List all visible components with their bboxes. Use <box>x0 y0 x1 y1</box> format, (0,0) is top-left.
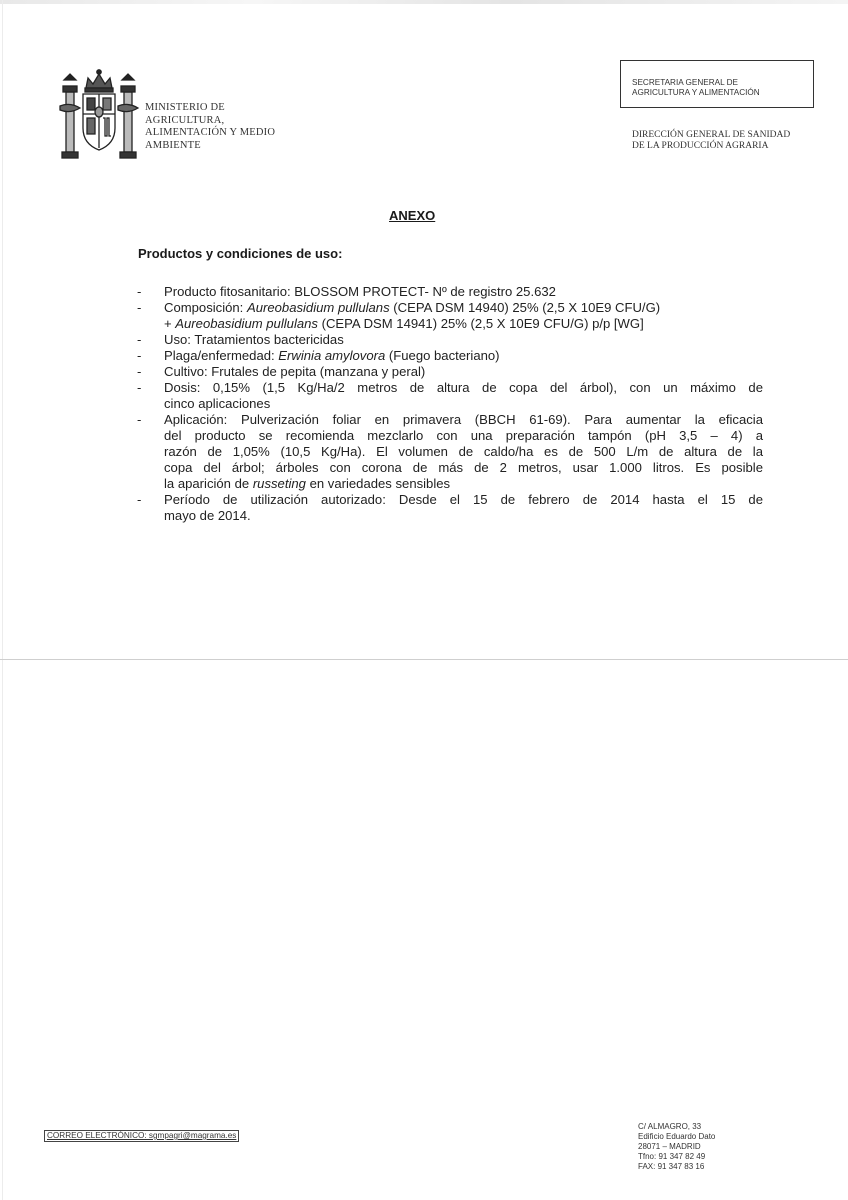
list-item <box>137 300 763 332</box>
item-text: cinco aplicaciones <box>164 396 271 411</box>
term-italic: russeting <box>252 476 306 491</box>
address-line: FAX: 91 347 83 16 <box>638 1162 705 1171</box>
item-text: Uso: Tratamientos bactericidas <box>164 332 344 347</box>
item-text: en variedades sensibles <box>305 476 451 491</box>
ministry-line: AGRICULTURA, <box>145 114 225 126</box>
item-text: la aparición de <box>164 476 253 491</box>
item-text: Composición: <box>164 300 247 315</box>
dash-bullet: - <box>137 492 142 507</box>
ministry-line: ALIMENTACIÓN Y MEDIO <box>145 127 276 138</box>
ministry-line: MINISTERIO DE <box>145 102 225 113</box>
list-item <box>137 412 763 492</box>
scan-artifact-top <box>0 0 848 4</box>
secretaria-line: SECRETARIA GENERAL DE <box>632 78 739 87</box>
item-text: Plaga/enfermedad: <box>164 348 279 363</box>
section-subtitle: Productos y condiciones de uso: <box>138 246 343 261</box>
dash-bullet: - <box>137 412 142 427</box>
direccion-line: DIRECCIÓN GENERAL DE SANIDAD <box>632 130 791 140</box>
list-item <box>137 364 763 380</box>
ministry-name <box>145 102 275 152</box>
direccion-line: DE LA PRODUCCIÓN AGRARIA <box>632 141 769 151</box>
dash-bullet: - <box>137 284 142 299</box>
item-text: razón de 1,05% (10,5 Kg/Ha). El volumen de caldo/ha es de 500 L/m de altura de la <box>164 444 763 459</box>
coat-of-arms-icon <box>58 66 140 164</box>
item-text: Aplicación: Pulverización foliar en primavera (BBCH 61-69). Para aumentar la eficacia <box>164 412 763 427</box>
item-text: mayo de 2014. <box>164 508 251 523</box>
list-item <box>137 332 763 348</box>
item-text: Producto fitosanitario: BLOSSOM PROTECT- Nº de registro 25.632 <box>164 284 556 299</box>
address-line: Tfno: 91 347 82 49 <box>638 1152 706 1161</box>
item-text: Período de utilización autorizado: Desde el 15 de febrero de 2014 hasta el 15 de <box>164 492 763 507</box>
page-title: ANEXO <box>389 208 436 223</box>
dash-bullet: - <box>137 348 142 363</box>
address-line: Edificio Eduardo Dato <box>638 1132 716 1141</box>
address-line: 28071 – MADRID <box>638 1142 701 1151</box>
item-text: copa del árbol; árboles con corona de más de 2 metros, usar 1.000 litros. Es posible <box>164 460 763 475</box>
list-item <box>137 380 763 412</box>
address-line: C/ ALMAGRO, 33 <box>638 1122 702 1131</box>
conditions-list <box>137 284 763 524</box>
direccion-general <box>632 130 790 152</box>
item-text: Cultivo: Frutales de pepita (manzana y peral) <box>164 364 426 379</box>
list-item <box>137 492 763 524</box>
item-text: (CEPA DSM 14940) 25% (2,5 X 10E9 CFU/G) <box>389 300 661 315</box>
secretaria-line: AGRICULTURA Y ALIMENTACIÓN <box>632 87 760 97</box>
dash-bullet: - <box>137 300 142 315</box>
species-name: Aureobasidium pullulans <box>246 300 390 315</box>
secretaria-box <box>620 60 814 108</box>
dash-bullet: - <box>137 332 142 347</box>
list-item <box>137 348 763 364</box>
item-text: del producto se recomienda mezclarlo con una preparación tampón (pH 3,5 – 4) a <box>164 428 763 443</box>
footer-address <box>638 1122 715 1172</box>
scan-artifact-left <box>2 0 3 1200</box>
list-item <box>137 284 763 300</box>
dash-bullet: - <box>137 364 142 379</box>
species-name: Aureobasidium pullulans <box>175 316 318 331</box>
item-text: (CEPA DSM 14941) 25% (2,5 X 10E9 CFU/G) p/p [WG] <box>317 316 644 331</box>
pest-name: Erwinia amylovora <box>278 348 386 363</box>
dash-bullet: - <box>137 380 142 395</box>
item-text: (Fuego bacteriano) <box>385 348 500 363</box>
item-text: + <box>164 316 176 331</box>
footer-email: CORREO ELECTRÓNICO: sgmpagri@magrama.es <box>44 1130 239 1142</box>
ministry-line: AMBIENTE <box>145 139 201 151</box>
page-fold-line <box>0 659 848 660</box>
item-text: Dosis: 0,15% (1,5 Kg/Ha/2 metros de altura de copa del árbol), con un máximo de <box>164 380 763 395</box>
